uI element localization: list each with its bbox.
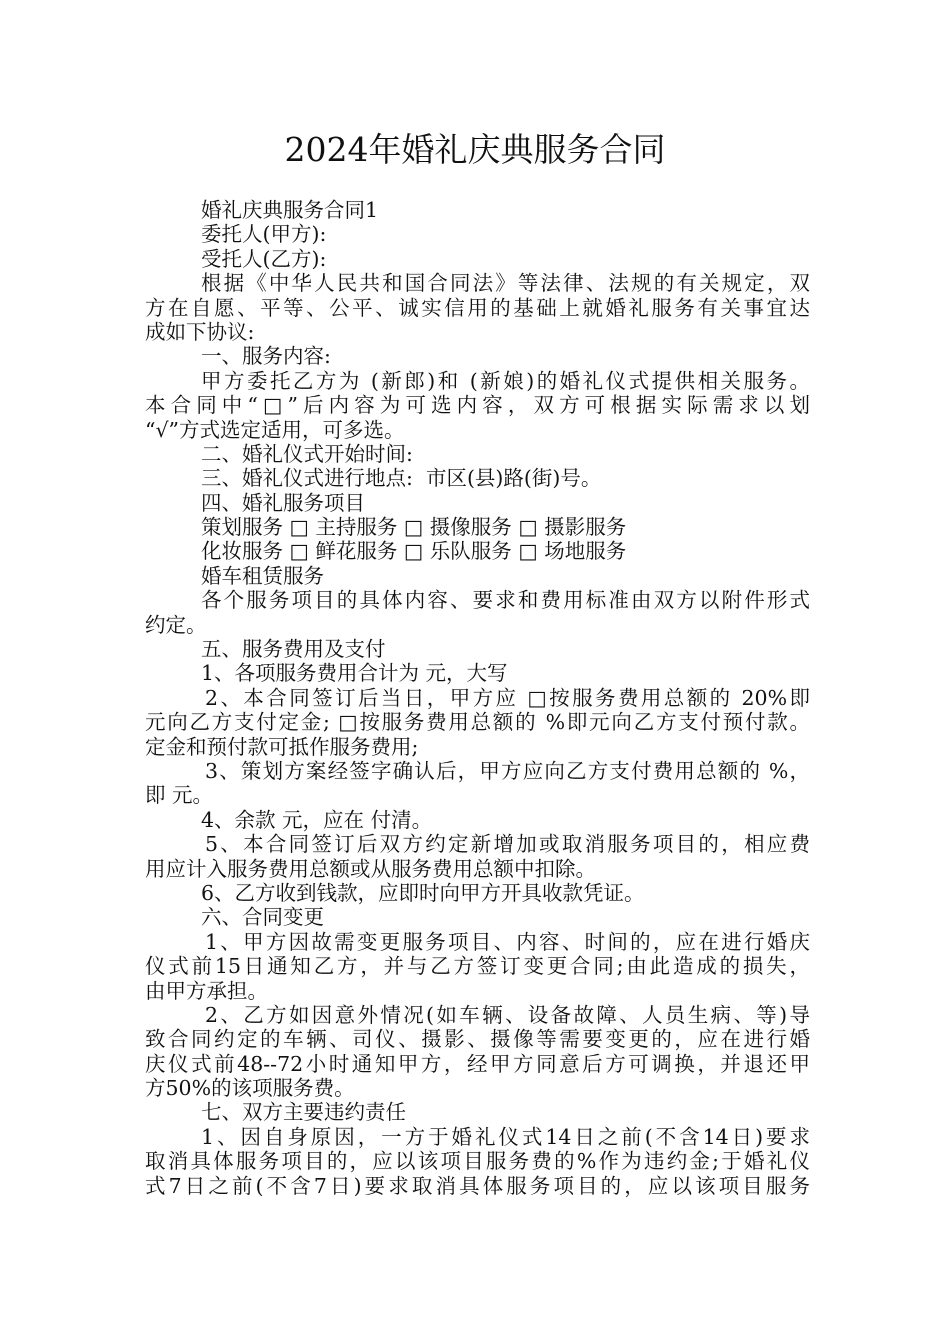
paragraph-line: 策划服务 □ 主持服务 □ 摄像服务 □ 摄影服务 bbox=[201, 515, 627, 540]
paragraph-line: 方在自愿、平等、公平、诚实信用的基础上就婚礼服务有关事宜达 bbox=[145, 295, 810, 320]
document-title: 2024年婚礼庆典服务合同 bbox=[284, 130, 666, 169]
paragraph-line: 五、服务费用及支付 bbox=[201, 637, 386, 662]
paragraph-line: 仪式前15日通知乙方，并与乙方签订变更合同;由此造成的损失， bbox=[145, 954, 810, 979]
paragraph-line: 致合同约定的车辆、司仪、摄影、摄像等需要变更的，应在进行婚 bbox=[145, 1027, 810, 1052]
paragraph-line: 2、本合同签订后当日，甲方应 □按服务费用总额的 20%即 bbox=[205, 685, 810, 710]
paragraph-line: 2、乙方如因意外情况(如车辆、设备故障、人员生病、等)导 bbox=[205, 1002, 810, 1027]
paragraph-line: 受托人(乙方): bbox=[201, 246, 327, 271]
paragraph-line: 三、婚礼仪式进行地点: 市区(县)路(街)号。 bbox=[201, 466, 602, 491]
paragraph-line: 一、服务内容: bbox=[201, 344, 331, 369]
paragraph-line: 4、余款 元，应在 付清。 bbox=[201, 807, 433, 832]
paragraph-line: 根据《中华人民共和国合同法》等法律、法规的有关规定，双 bbox=[201, 271, 810, 296]
paragraph-line: “√”方式选定适用，可多选。 bbox=[145, 417, 405, 442]
paragraph-line: 约定。 bbox=[145, 612, 207, 637]
paragraph-line: 式7日之前(不含7日)要求取消具体服务项目的，应以该项目服务 bbox=[145, 1173, 810, 1198]
paragraph-line: 即 元。 bbox=[145, 783, 214, 808]
paragraph-line: 四、婚礼服务项目 bbox=[201, 490, 365, 515]
paragraph-line: 6、乙方收到钱款，应即时向甲方开具收款凭证。 bbox=[201, 880, 645, 905]
paragraph-line: 定金和预付款可抵作服务费用; bbox=[145, 734, 419, 759]
paragraph-line: 1、因自身原因，一方于婚礼仪式14日之前(不含14日)要求 bbox=[201, 1124, 810, 1149]
paragraph-line: 二、婚礼仪式开始时间: bbox=[201, 441, 413, 466]
paragraph-line: 5、本合同签订后双方约定新增加或取消服务项目的，相应费 bbox=[205, 832, 810, 857]
paragraph-line: 元向乙方支付定金; □按服务费用总额的 %即元向乙方支付预付款。 bbox=[145, 710, 810, 735]
document-body bbox=[145, 198, 810, 1198]
paragraph-line: 婚礼庆典服务合同1 bbox=[201, 198, 379, 222]
paragraph-line: 六、合同变更 bbox=[201, 905, 324, 930]
paragraph-line: 委托人(甲方): bbox=[201, 222, 327, 247]
paragraph-line: 1、各项服务费用合计为 元，大写 bbox=[201, 661, 508, 686]
paragraph-line: 庆仪式前48--72小时通知甲方，经甲方同意后方可调换，并退还甲 bbox=[145, 1051, 810, 1076]
paragraph-line: 方50%的该项服务费。 bbox=[145, 1076, 355, 1101]
paragraph-line: 婚车租赁服务 bbox=[201, 563, 324, 588]
paragraph-line: 七、双方主要违约责任 bbox=[201, 1100, 406, 1125]
paragraph-line: 用应计入服务费用总额或从服务费用总额中扣除。 bbox=[145, 856, 596, 881]
paragraph-line: 成如下协议: bbox=[145, 319, 255, 344]
paragraph-line: 本合同中“□”后内容为可选内容，双方可根据实际需求以划 bbox=[145, 393, 810, 418]
paragraph-line: 由甲方承担。 bbox=[145, 978, 268, 1003]
paragraph-line: 3、策划方案经签字确认后，甲方应向乙方支付费用总额的 %， bbox=[205, 758, 810, 783]
paragraph-line: 化妆服务 □ 鲜花服务 □ 乐队服务 □ 场地服务 bbox=[201, 539, 627, 564]
paragraph-line: 1、甲方因故需变更服务项目、内容、时间的，应在进行婚庆 bbox=[205, 929, 810, 954]
paragraph-line: 甲方委托乙方为 (新郎)和 (新娘)的婚礼仪式提供相关服务。 bbox=[201, 368, 810, 393]
paragraph-line: 各个服务项目的具体内容、要求和费用标准由双方以附件形式 bbox=[201, 588, 810, 613]
paragraph-line: 取消具体服务项目的，应以该项目服务费的%作为违约金;于婚礼仪 bbox=[145, 1149, 810, 1174]
